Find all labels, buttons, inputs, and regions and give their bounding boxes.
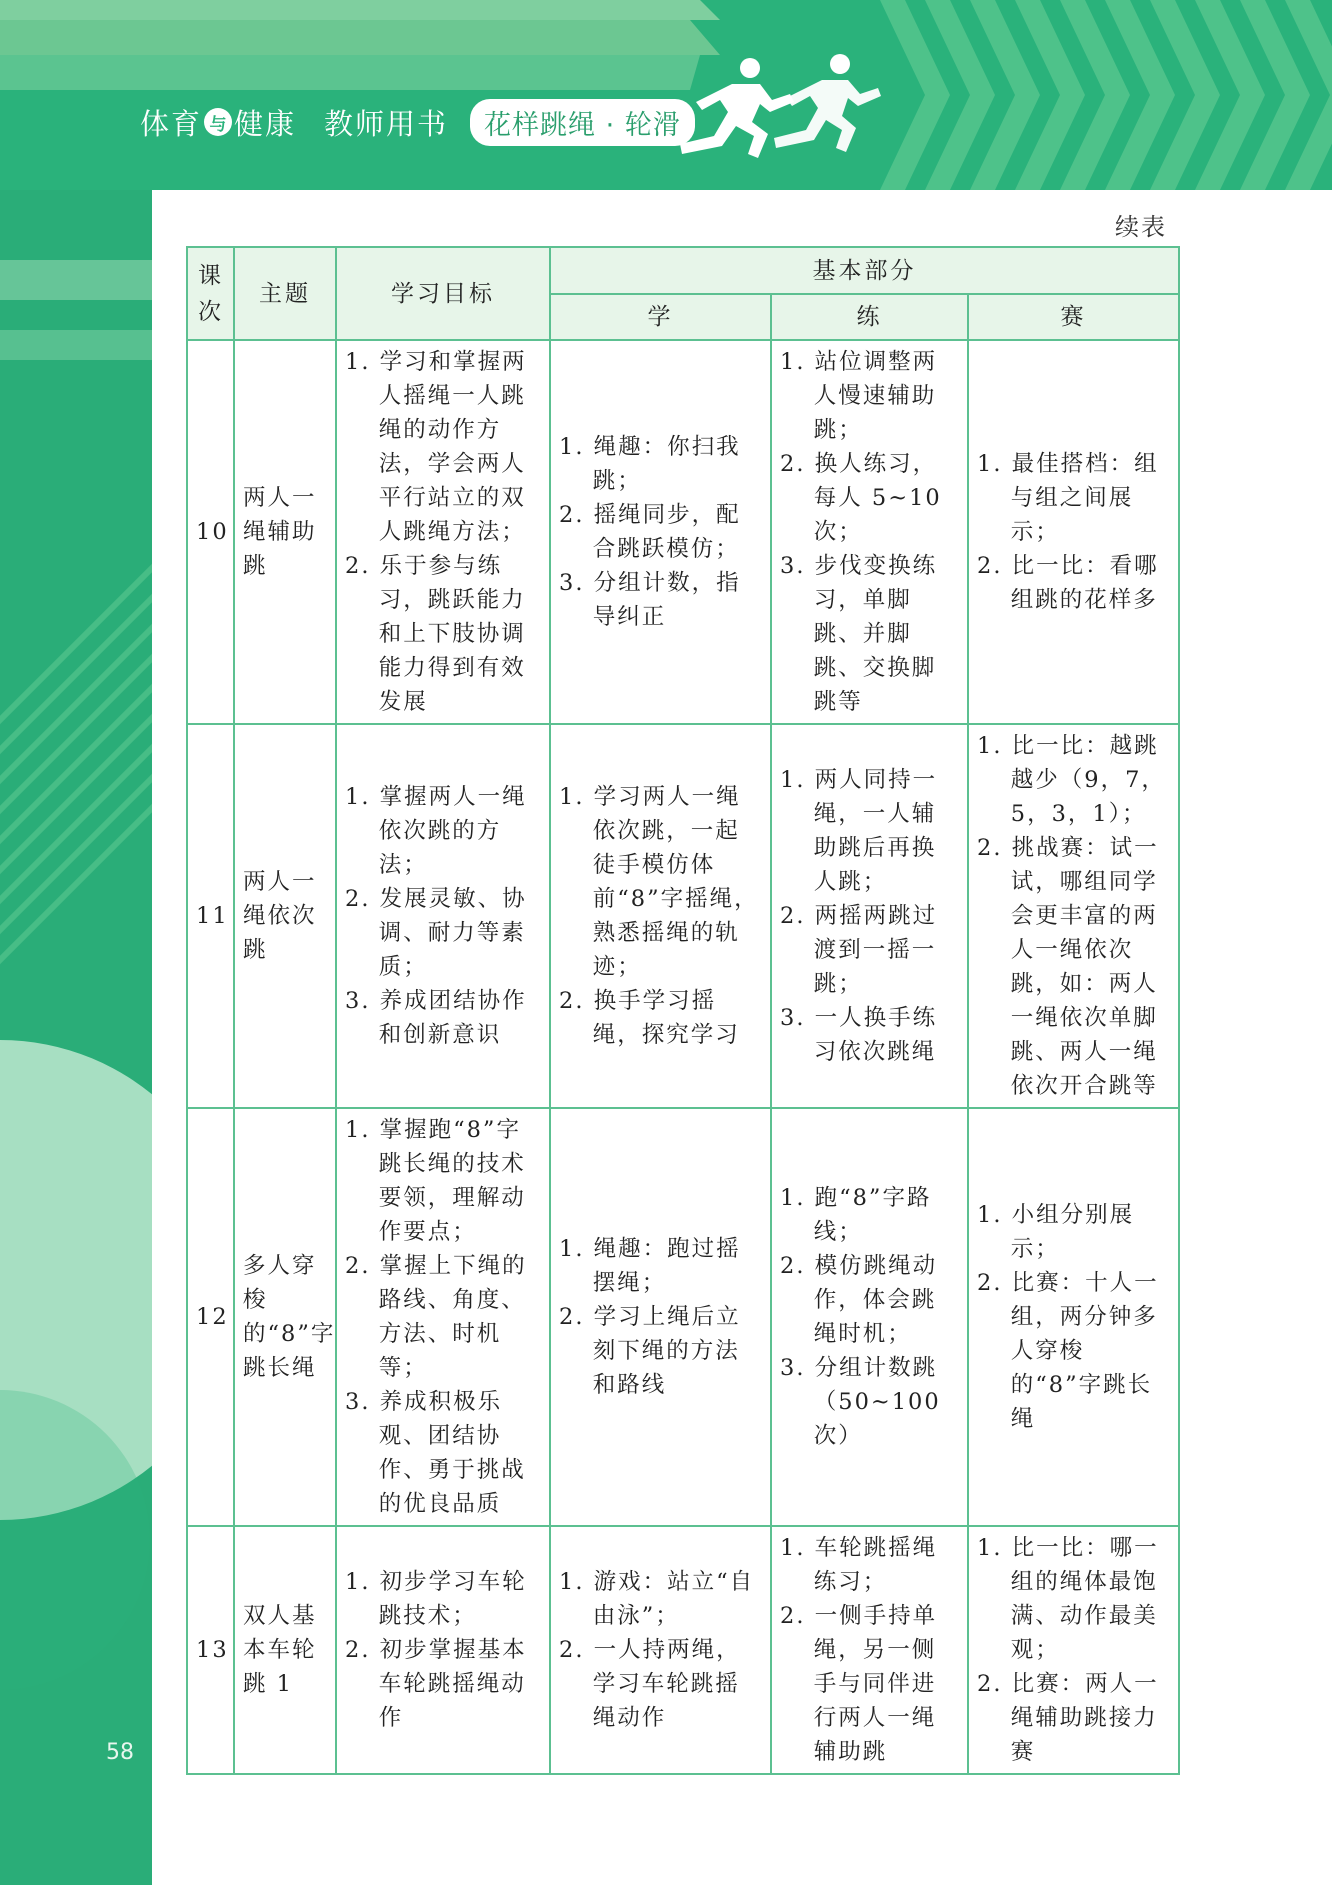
- list-item: 2. 比赛：两人一绳辅助跳接力赛: [977, 1671, 1159, 1765]
- list-item: 3. 养成团结协作和创新意识: [345, 988, 527, 1048]
- objectives-cell: [336, 724, 550, 1108]
- list-item: 1. 跑“8”字路线；: [780, 1185, 932, 1245]
- table-row: [187, 724, 1179, 1108]
- compete-cell: [968, 724, 1179, 1108]
- list-item: 1. 比一比：哪一组的绳体最饱满、动作最美观；: [977, 1535, 1159, 1663]
- list-item: 1. 绳趣：你扫我跳；: [559, 434, 741, 494]
- header-practice: 练: [771, 294, 968, 340]
- lesson-number: 11: [187, 724, 234, 1108]
- lesson-topic: 两人一绳依次跳: [234, 724, 336, 1108]
- table-row: [187, 1526, 1179, 1774]
- practice-cell: [771, 724, 968, 1108]
- list-item: 1. 小组分别展示；: [977, 1202, 1135, 1262]
- list-item: 1. 游戏：站立“自由泳”；: [559, 1569, 755, 1629]
- list-item: 1. 掌握两人一绳依次跳的方法；: [345, 784, 527, 878]
- practice-cell: [771, 1108, 968, 1526]
- table-body: [187, 340, 1179, 1774]
- lesson-topic: 两人一绳辅助跳: [234, 340, 336, 724]
- table-row: [187, 340, 1179, 724]
- list-item: 2. 掌握上下绳的路线、角度、方法、时机等；: [345, 1253, 527, 1381]
- lesson-number: 10: [187, 340, 234, 724]
- book-type: 教师用书: [324, 106, 449, 141]
- header-learn: 学: [550, 294, 771, 340]
- header-objectives: 学习目标: [336, 247, 550, 340]
- lesson-topic: 多人穿梭的“8”字跳长绳: [234, 1108, 336, 1526]
- compete-cell: [968, 1108, 1179, 1526]
- lesson-number: 12: [187, 1108, 234, 1526]
- learn-cell: [550, 724, 771, 1108]
- unit-badge: 花样跳绳 · 轮滑: [470, 99, 695, 146]
- list-item: 2. 学习上绳后立刻下绳的方法和路线: [559, 1304, 741, 1398]
- list-item: 1. 比一比：越跳越少（9，7，5，3，1）；: [977, 733, 1166, 827]
- learn-cell: [550, 1526, 771, 1774]
- page-number: 58: [106, 1740, 134, 1765]
- list-item: 1. 学习两人一绳依次跳，一起徒手模仿体前“8”字摇绳，熟悉摇绳的轨迹；: [559, 784, 759, 980]
- list-item: 3. 养成积极乐观、团结协作、勇于挑战的优良品质: [345, 1389, 526, 1517]
- continued-label: 续表: [1115, 213, 1167, 241]
- subject-mark: 与: [204, 108, 232, 136]
- list-item: 1. 绳趣：跑过摇摆绳；: [559, 1236, 741, 1296]
- header-lesson: 课次: [187, 247, 234, 340]
- compete-cell: [968, 1526, 1179, 1774]
- header-basic: 基本部分: [550, 247, 1179, 294]
- learn-cell: [550, 340, 771, 724]
- objectives-cell: [336, 340, 550, 724]
- lesson-plan-table: [186, 246, 1180, 1775]
- list-item: 2. 一侧手持单绳，另一侧手与同伴进行两人一绳辅助跳: [780, 1603, 938, 1765]
- list-item: 3. 一人换手练习依次跳绳: [780, 1005, 938, 1065]
- runner-icon: [672, 54, 882, 164]
- list-item: 1. 初步学习车轮跳技术；: [345, 1569, 527, 1629]
- list-item: 1. 站位调整两人慢速辅助跳；: [780, 349, 938, 443]
- list-item: 2. 挑战赛：试一试，哪组同学会更丰富的两人一绳依次跳，如：两人一绳依次单脚跳、两人一绳依次开合跳等: [977, 835, 1159, 1099]
- list-item: 2. 两摇两跳过渡到一摇一跳；: [780, 903, 938, 997]
- subject-part1: 体育: [140, 106, 203, 141]
- practice-cell: [771, 340, 968, 724]
- practice-cell: [771, 1526, 968, 1774]
- table-row: [187, 1108, 1179, 1526]
- header-title: [140, 100, 695, 144]
- list-item: 2. 比赛：十人一组，两分钟多人穿梭的“8”字跳长绳: [977, 1270, 1159, 1432]
- list-item: 2. 比一比：看哪组跳的花样多: [977, 553, 1159, 613]
- objectives-cell: [336, 1108, 550, 1526]
- list-item: 2. 乐于参与练习，跳跃能力和上下肢协调能力得到有效发展: [345, 553, 526, 715]
- list-item: 1. 最佳搭档：组与组之间展示；: [977, 451, 1159, 545]
- lesson-topic: 双人基本车轮跳 1: [234, 1526, 336, 1774]
- list-item: 2. 摇绳同步，配合跳跃模仿；: [559, 502, 741, 562]
- list-item: 2. 模仿跳绳动作，体会跳绳时机；: [780, 1253, 938, 1347]
- list-item: 3. 分组计数，指导纠正: [559, 570, 741, 630]
- header-compete: 赛: [968, 294, 1179, 340]
- compete-cell: [968, 340, 1179, 724]
- list-item: 1. 两人同持一绳，一人辅助跳后再换人跳；: [780, 767, 938, 895]
- page-header: [0, 0, 1332, 190]
- header-topic: 主题: [234, 247, 336, 340]
- list-item: 2. 一人持两绳，学习车轮跳摇绳动作: [559, 1637, 741, 1731]
- list-item: 2. 初步掌握基本车轮跳摇绳动作: [345, 1637, 527, 1731]
- list-item: 1. 学习和掌握两人摇绳一人跳绳的动作方法，学会两人平行站立的双人跳绳方法；: [345, 349, 527, 545]
- list-item: 2. 发展灵敏、协调、耐力等素质；: [345, 886, 527, 980]
- list-item: 3. 步伐变换练习，单脚跳、并脚跳、交换脚跳等: [780, 553, 938, 715]
- learn-cell: [550, 1108, 771, 1526]
- lesson-number: 13: [187, 1526, 234, 1774]
- list-item: 3. 分组计数跳（50~100 次）: [780, 1355, 941, 1449]
- list-item: 2. 换人练习，每人 5~10 次；: [780, 451, 942, 545]
- list-item: 1. 掌握跑“8”字跳长绳的技术要领，理解动作要点；: [345, 1117, 526, 1245]
- subject-part2: 健康: [234, 106, 297, 141]
- list-item: 2. 换手学习摇绳，探究学习: [559, 988, 740, 1048]
- list-item: 1. 车轮跳摇绳练习；: [780, 1535, 938, 1595]
- objectives-cell: [336, 1526, 550, 1774]
